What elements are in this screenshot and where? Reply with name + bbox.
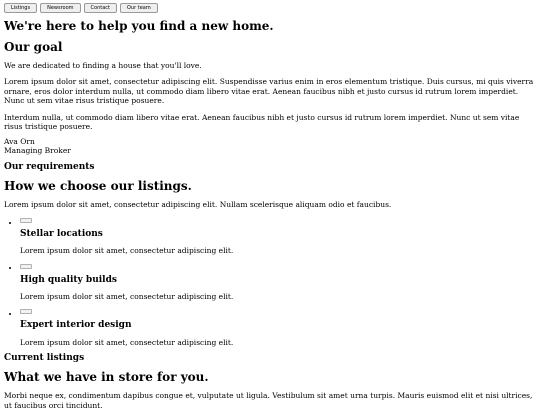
store-section: [4, 370, 536, 410]
signature-title: Managing Broker: [4, 145, 71, 155]
feature-item: [20, 216, 536, 256]
feature-text: Lorem ipsum dolor sit amet, consectetur adipiscing elit.: [20, 292, 234, 301]
goal-paragraph-2: Interdum nulla, ut commodo diam libero vitae erat. Aenean faucibus nibh et justo cursus id rutrum lorem imperdiet. Nunc ut sem vitae risus tristique posuere.: [4, 112, 520, 131]
choose-section: [4, 179, 536, 347]
feature-title: • Expert interior design: [20, 320, 132, 331]
feature-image-icon: [20, 309, 32, 314]
choose-intro: Lorem ipsum dolor sit amet, consectetur adipiscing elit. Nullam scelerisque aliquam odio et faucibus.: [4, 199, 392, 209]
feature-text: Lorem ipsum dolor sit amet, consectetur adipiscing elit.: [20, 337, 234, 347]
signature: [4, 138, 536, 155]
nav-contact-button[interactable]: Contact: [84, 3, 117, 13]
signature-name: Ava Orn: [4, 137, 35, 147]
feature-title: • Stellar locations: [20, 229, 103, 240]
hero-title: We're here to help you find a new home.: [4, 19, 274, 33]
listings-heading: Current listings: [4, 353, 85, 363]
nav-newsroom-button[interactable]: Newsroom: [40, 3, 80, 13]
feature-image-icon: [20, 218, 32, 223]
goal-heading: Our goal: [4, 40, 63, 54]
store-text: Morbi neque ex, condimentum dapibus congue et, vulputate ut ligula. Vestibulum sit amet urna turpis. Mauris euismod elit et nisi ultrices, ut faucibus orci tincidunt.: [4, 391, 533, 410]
feature-item: [20, 307, 536, 347]
requirements-heading: Our requirements: [4, 161, 95, 172]
choose-heading: How we choose our listings.: [4, 178, 192, 193]
feature-list: [4, 216, 536, 347]
feature-text: Lorem ipsum dolor sit amet, consectetur adipiscing elit.: [20, 246, 234, 256]
goal-paragraph-1: Lorem ipsum dolor sit amet, consectetur adipiscing elit. Suspendisse varius enim in eros elementum tristique. Duis cursus, mi quis viverra ornare, eros dolor interdum nulla, ut commodo diam libero vitae erat. Aenean faucibus nibh et justo cursus id rutrum lorem imperdiet. Nunc ut sem vitae risus tristique posuere.: [4, 77, 534, 106]
feature-item: [20, 262, 536, 302]
top-nav: [4, 3, 536, 13]
store-heading: What we have in store for you.: [4, 370, 209, 385]
nav-our-team-button[interactable]: Our team: [120, 3, 158, 13]
feature-title: • High quality builds: [20, 274, 117, 285]
nav-listings-button[interactable]: Listings: [4, 3, 37, 13]
goal-intro: We are dedicated to finding a house that you'll love.: [4, 61, 202, 70]
goal-section: [4, 40, 536, 156]
feature-image-icon: [20, 264, 32, 269]
